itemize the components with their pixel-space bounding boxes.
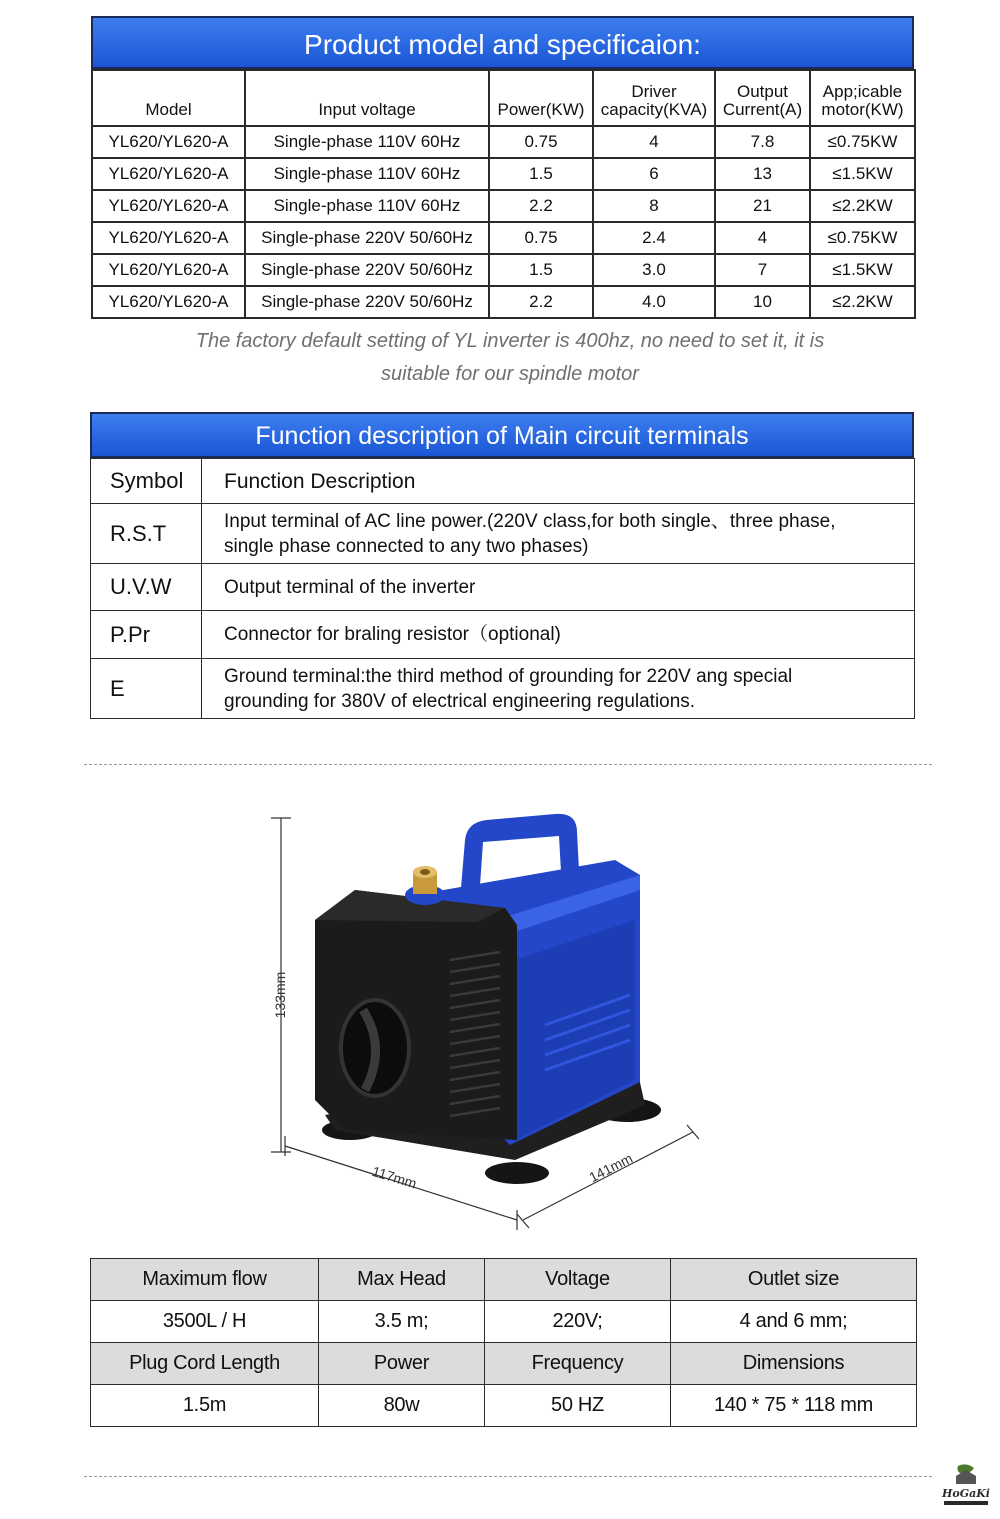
spec-cell: 2.2: [489, 190, 593, 222]
spec-header-cell: [92, 70, 245, 126]
spec-cell: 4: [593, 126, 715, 158]
pump-value-row: [91, 1301, 917, 1343]
spec-cell: 7.8: [715, 126, 810, 158]
spec-header-line: Input voltage: [318, 100, 416, 119]
pump-spec-table: [90, 1258, 917, 1427]
spec-cell: Single-phase 220V 50/60Hz: [245, 254, 489, 286]
spec-cell: 7: [715, 254, 810, 286]
terminal-symbol: R.S.T: [91, 504, 202, 564]
spec-cell: 2.2: [489, 286, 593, 318]
function-table-title: Function description of Main circuit terminals: [90, 412, 914, 458]
description-line: Input terminal of AC line power.(220V class,for both single、three phase,: [224, 510, 836, 532]
spec-cell: 3.0: [593, 254, 715, 286]
spec-cell: Single-phase 110V 60Hz: [245, 126, 489, 158]
spec-cell: ≤2.2KW: [810, 190, 915, 222]
pump-label-cell: Voltage: [485, 1259, 671, 1301]
spec-header-line: motor(KW): [821, 100, 904, 119]
inverter-note: [140, 325, 880, 391]
spec-cell: Single-phase 220V 50/60Hz: [245, 222, 489, 254]
spec-cell: YL620/YL620-A: [92, 126, 245, 158]
pump-value-row: [91, 1385, 917, 1427]
spec-cell: 13: [715, 158, 810, 190]
pump-value-cell: 3500L / H: [91, 1301, 319, 1343]
pump-value-cell: 140 * 75 * 118 mm: [671, 1385, 917, 1427]
logo-text: HoGaKi: [942, 1487, 990, 1500]
spec-cell: YL620/YL620-A: [92, 222, 245, 254]
pump-label-row: [91, 1259, 917, 1301]
spec-cell: YL620/YL620-A: [92, 190, 245, 222]
spec-header-line: App;icable: [822, 82, 903, 101]
spec-cell: ≤1.5KW: [810, 158, 915, 190]
spec-cell: 1.5: [489, 254, 593, 286]
spec-cell: 0.75: [489, 126, 593, 158]
spec-header-cell: [245, 70, 489, 126]
pump-label-cell: Plug Cord Length: [91, 1343, 319, 1385]
pump-label-row: [91, 1343, 917, 1385]
terminal-description: [202, 659, 915, 719]
spec-cell: 1.5: [489, 158, 593, 190]
spec-table: [91, 16, 914, 319]
pump-label-cell: Maximum flow: [91, 1259, 319, 1301]
spec-cell: 4: [715, 222, 810, 254]
spec-header-line: Power(KW): [497, 100, 585, 119]
spec-cell: Single-phase 220V 50/60Hz: [245, 286, 489, 318]
spec-cell: YL620/YL620-A: [92, 286, 245, 318]
function-row: [91, 564, 915, 611]
function-row: [91, 504, 915, 564]
height-label: 133mm: [272, 971, 288, 1019]
spec-cell: YL620/YL620-A: [92, 254, 245, 286]
terminal-description: [202, 611, 915, 659]
description-line: Connector for braling resistor（optional): [224, 624, 561, 645]
pump-label-cell: Dimensions: [671, 1343, 917, 1385]
terminal-symbol: U.V.W: [91, 564, 202, 611]
spec-header-line: Output: [736, 82, 789, 101]
pump-value-cell: 220V;: [485, 1301, 671, 1343]
spec-header-row: [92, 70, 915, 126]
spec-cell: 10: [715, 286, 810, 318]
terminal-description: [202, 564, 915, 611]
pump-value-cell: 50 HZ: [485, 1385, 671, 1427]
description-line: grounding for 380V of electrical engineering regulations.: [224, 690, 696, 712]
pump-value-cell: 4 and 6 mm;: [671, 1301, 917, 1343]
spec-cell: 8: [593, 190, 715, 222]
spec-cell: 2.4: [593, 222, 715, 254]
description-line: single phase connected to any two phases): [224, 535, 589, 557]
divider-2: [84, 1476, 932, 1477]
spec-header-line: capacity(KVA): [600, 100, 708, 119]
depth-label: 141mm: [586, 1149, 636, 1186]
spec-cell: ≤2.2KW: [810, 286, 915, 318]
spec-header-line: Model: [145, 100, 192, 119]
water-pump-image: [255, 800, 725, 1240]
description-line: Ground terminal:the third method of grounding for 220V ang special: [224, 665, 793, 687]
spec-header-line: Current(A): [722, 100, 803, 119]
spec-row: [92, 126, 915, 158]
spec-row: [92, 190, 915, 222]
pump-value-cell: 80w: [319, 1385, 485, 1427]
pump-value-cell: 1.5m: [91, 1385, 319, 1427]
spec-cell: Single-phase 110V 60Hz: [245, 190, 489, 222]
function-table: [90, 412, 914, 719]
spec-cell: 6: [593, 158, 715, 190]
spec-grid: [91, 69, 916, 319]
description-line: Output terminal of the inverter: [224, 576, 476, 598]
spec-cell: ≤0.75KW: [810, 126, 915, 158]
spec-cell: 21: [715, 190, 810, 222]
function-row: [91, 611, 915, 659]
function-grid: [90, 458, 915, 719]
function-header-row: [91, 459, 915, 504]
spec-table-title: Product model and specificaion:: [91, 16, 914, 69]
terminal-description: [202, 504, 915, 564]
width-label: 117mm: [370, 1162, 419, 1192]
spec-header-cell: [489, 70, 593, 126]
spec-cell: Single-phase 110V 60Hz: [245, 158, 489, 190]
spec-header-cell: [593, 70, 715, 126]
symbol-header: Symbol: [91, 459, 202, 504]
note-line-1: The factory default setting of YL inverter is 400hz, no need to set it, it is: [195, 330, 825, 352]
spec-row: [92, 158, 915, 190]
hogaki-logo: [940, 1462, 992, 1508]
description-header: Function Description: [202, 459, 915, 504]
spec-header-line: Driver: [631, 82, 677, 101]
terminal-symbol: E: [91, 659, 202, 719]
terminal-symbol: P.Pr: [91, 611, 202, 659]
note-line-2: suitable for our spindle motor: [381, 363, 639, 385]
function-row: [91, 659, 915, 719]
spec-row: [92, 286, 915, 318]
spec-cell: 0.75: [489, 222, 593, 254]
spec-cell: YL620/YL620-A: [92, 158, 245, 190]
pump-label-cell: Frequency: [485, 1343, 671, 1385]
spec-cell: 4.0: [593, 286, 715, 318]
pump-label-cell: Max Head: [319, 1259, 485, 1301]
pump-label-cell: Outlet size: [671, 1259, 917, 1301]
spec-cell: ≤0.75KW: [810, 222, 915, 254]
spec-header-cell: [810, 70, 915, 126]
spec-cell: ≤1.5KW: [810, 254, 915, 286]
pump-value-cell: 3.5 m;: [319, 1301, 485, 1343]
spec-row: [92, 222, 915, 254]
divider-1: [84, 764, 932, 765]
spec-header-cell: [715, 70, 810, 126]
pump-body: [315, 814, 661, 1184]
spec-row: [92, 254, 915, 286]
pump-label-cell: Power: [319, 1343, 485, 1385]
